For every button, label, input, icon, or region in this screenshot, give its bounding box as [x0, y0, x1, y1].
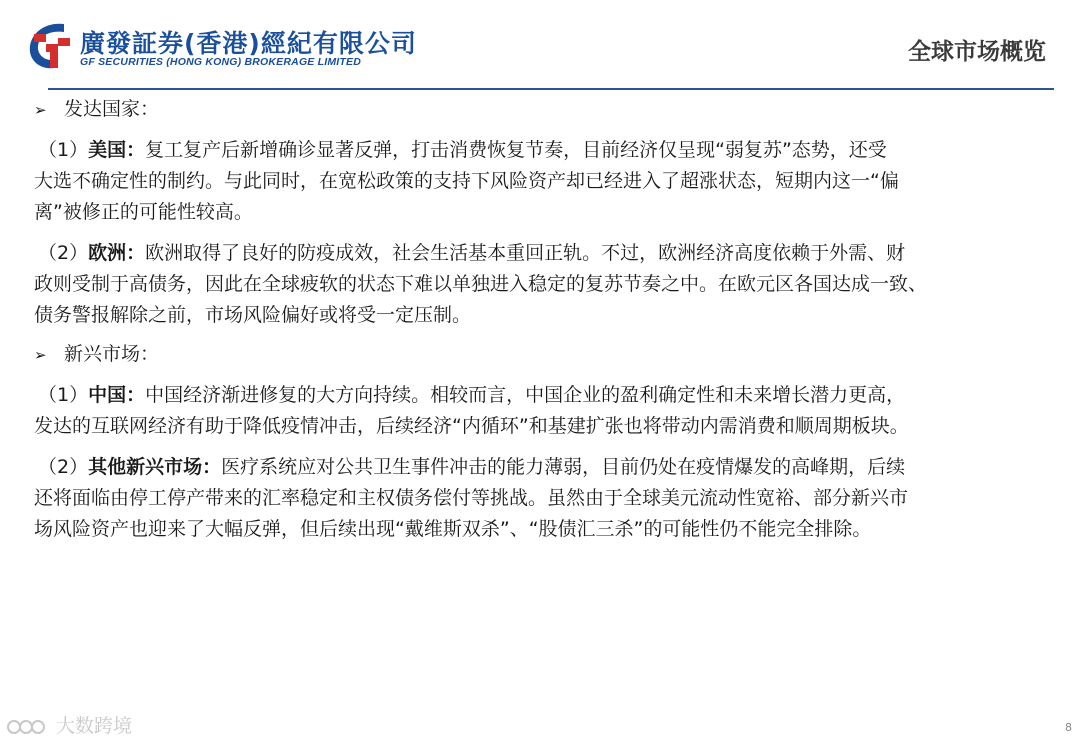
paragraph-china — [34, 380, 1054, 442]
item-number: （1） — [38, 139, 89, 161]
arrow-bullet-icon: ➢ — [34, 101, 47, 119]
item-label-china: 中国： — [88, 384, 146, 406]
item-number: （1） — [38, 384, 89, 406]
arrow-bullet-icon: ➢ — [34, 346, 47, 364]
item-text: 医疗系统应对公共卫生事件冲击的能力薄弱，目前仍处在疫情爆发的高峰期，后续 — [221, 456, 906, 478]
item-text: 发达的互联网经济有助于降低疫情冲击，后续经济“内循环”和基建扩张也将带动内需消费和顺周期板块。 — [34, 415, 909, 437]
item-text: 复工复产后新增确诊显著反弹，打击消费恢复节奏，目前经济仅呈现“弱复苏”态势，还受 — [145, 139, 887, 161]
item-text: 场风险资产也迎来了大幅反弹，但后续出现“戴维斯双杀”、“股债汇三杀”的可能性仍不能完全排除。 — [34, 518, 872, 540]
paragraph-europe — [34, 238, 1054, 331]
page-number: 8 — [1065, 721, 1072, 734]
watermark-text: 大数跨境 — [56, 715, 133, 737]
item-label-other-emerging: 其他新兴市场： — [88, 456, 222, 478]
item-text: 欧洲取得了良好的防疫成效，社会生活基本重回正轨。不过，欧洲经济高度依赖于外需、财 — [145, 242, 906, 264]
paragraph-us — [34, 135, 1054, 228]
brand-name-english: GF SECURITIES (HONG KONG) BROKERAGE LIMITED — [80, 56, 362, 68]
page-title: 全球市场概览 — [908, 39, 1046, 65]
item-label-us: 美国： — [88, 139, 146, 161]
page-header — [0, 0, 1080, 92]
watermark-logo-icon — [6, 716, 50, 738]
item-text: 政则受制于高债务，因此在全球疲软的状态下难以单独进入稳定的复苏节奏之中。在欧元区各国达成一致、 — [34, 273, 928, 295]
item-text: 中国经济渐进修复的大方向持续。相较而言，中国企业的盈利确定性和未来增长潜力更高， — [145, 384, 906, 406]
paragraph-other-emerging — [34, 452, 1054, 545]
brand-name-chinese: 廣發証券(香港)經紀有限公司 — [80, 29, 417, 58]
header-divider — [48, 88, 1054, 90]
gf-logo-icon — [24, 18, 72, 72]
watermark — [6, 711, 132, 738]
item-number: （2） — [38, 456, 89, 478]
section-emerging-heading: ➢ 新兴市场： — [34, 339, 1054, 370]
item-number: （2） — [38, 242, 89, 264]
item-text: 债务警报解除之前，市场风险偏好或将受一定压制。 — [34, 304, 472, 326]
item-text: 还将面临由停工停产带来的汇率稳定和主权债务偿付等挑战。虽然由于全球美元流动性宽裕、部分新兴市 — [34, 487, 909, 509]
section-developed-heading: ➢ 发达国家： — [34, 94, 1054, 125]
main-content — [34, 94, 1054, 545]
item-label-europe: 欧洲： — [88, 242, 146, 264]
item-text: 离”被修正的可能性较高。 — [34, 201, 253, 223]
item-text: 大选不确定性的制约。与此同时，在宽松政策的支持下风险资产却已经进入了超涨状态，短期内这一“偏 — [34, 170, 899, 192]
